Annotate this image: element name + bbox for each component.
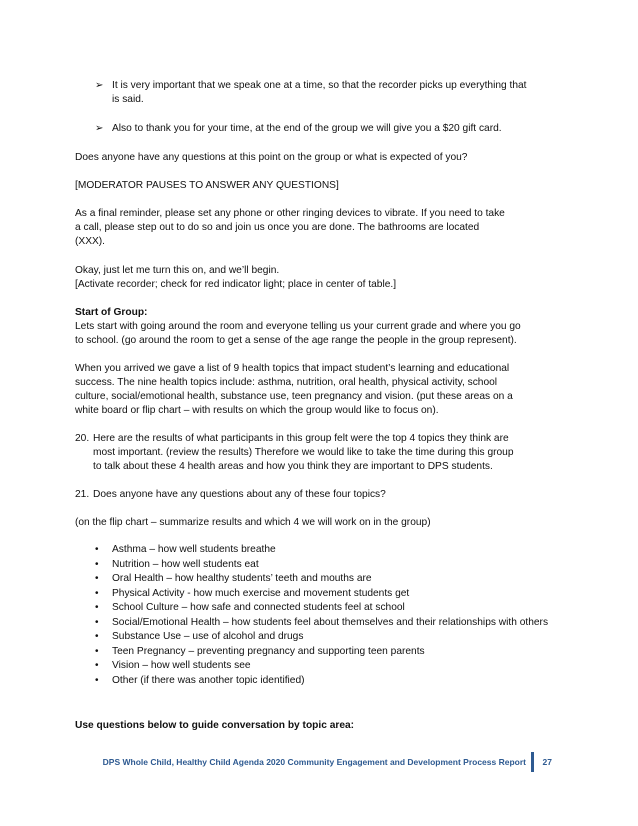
text-line: It is very important that we speak one at a time, so that the recorder picks up everything that (112, 80, 527, 91)
list-item: • Social/Emotional Health – how students feel about themselves and their relationships with others (95, 616, 555, 631)
footer-title: DPS Whole Child, Healthy Child Agenda 2020 Community Engagement and Development Process Report (102, 757, 526, 767)
list-item: • Vision – how well students see (95, 659, 555, 674)
paragraph-moderator: [MODERATOR PAUSES TO ANSWER ANY QUESTIONS] (75, 180, 339, 191)
bullet-dot-icon: • (95, 616, 99, 628)
bullet-dot-icon: • (95, 573, 99, 584)
list-item: • School Culture – how safe and connected students feel at school (95, 601, 555, 616)
item-number: 21. (75, 489, 90, 500)
text-line: is said. (112, 94, 144, 105)
list-item: • Physical Activity - how much exercise and movement students get (95, 587, 555, 602)
bullet-dot-icon: • (95, 587, 99, 599)
arrow-bullet-icon: ➢ (95, 123, 104, 134)
footer-divider (531, 752, 534, 772)
page-number: 27 (542, 757, 552, 767)
bullet-dot-icon: • (95, 602, 99, 613)
text-line: Also to thank you for your time, at the end of the group we will give you a $20 gift card. (112, 123, 502, 134)
list-item: • Other (if there was another topic identified) (95, 674, 555, 689)
arrow-bullet-icon: ➢ (95, 80, 104, 91)
paragraph-arrived: When you arrived we gave a list of 9 health topics that impact student’s learning and educational success. The nine health topics include: asthma, nutrition, oral health, physical activity, school culture, social/emotional health, substance use, teen pregnancy and vision. (put these areas on a white board or flip chart – with results on which the group would like to focus on). (75, 363, 513, 416)
list-item: • Asthma – how well students breathe (95, 543, 555, 558)
bullet-dot-icon: • (95, 674, 99, 686)
bullet-dot-icon: • (95, 660, 99, 671)
paragraph-reminder: As a final reminder, please set any phone or other ringing devices to vibrate. If you need to take a call, please step out to do so and join us once you are done. The bathrooms are located (XXX). (75, 208, 505, 247)
bullet-dot-icon: • (95, 558, 99, 570)
page-footer (90, 752, 552, 772)
bullet-dot-icon: • (95, 645, 99, 657)
list-item: • Teen Pregnancy – preventing pregnancy and supporting teen parents (95, 645, 555, 660)
section-heading: Start of Group: (75, 307, 148, 318)
list-item: • Nutrition – how well students eat (95, 558, 555, 573)
bullet-dot-icon: • (95, 544, 99, 555)
document-page: ➢ It is very important that we speak one at a time, so that the recorder picks up everything that is said. ➢ Also to thank you for your time, at the end of the group we will give you a $20 gift card. Does anyone have any questions at this point on the group or what is expected of you? [MODERATOR PAUSES TO ANSWER ANY QUESTIONS] As a final reminder, please set any phone or other ringing devices to vibrate. If you need to take a call, please step out to do so and join us once you are done. The bathrooms are located (XXX). Okay, just let me turn this on, and we’ll begin. [Activate recorder; check for red indicator light; place in center of table.] Start of Group: Lets start with going around the room and everyone telling us your current grade and where you go to school. (go around the room to get a sense of the age range the people in the group represent). When you arrived we gave a list of 9 health topics that impact student’s learning and educational success. The nine health topics include: asthma, nutrition, oral health, physical activity, school culture, social/emotional health, substance use, teen pregnancy and vision. (put these areas on a white board or flip chart – with results on which the group would like to focus on). 20. Here are the results of what participants in this group felt were the top 4 topics they think are most important. (review the results) Therefore we would like to take the time during this group to talk about these 4 health areas and how you think they are important to DPS students. 21. Does anyone have any questions about any of these four topics? (on the flip chart – summarize results and which 4 we will work on in the group) • Asthma – how well students breathe • Nutrition – how well students eat • Oral Health – how healthy students’ teeth and mouths are • Physical Activity - how much exercise and movement students get • School Culture – how safe and connected students feel at school • Social/Emotional Health – how students feel about themselves and their relationships with others • Substance Use – use of alcohol and drugs • Teen Pregnancy – preventing pregnancy and supporting teen parents • Vision – how well students see • Other (if there was another topic identified) Use questions below to guide conversation by topic area: DPS Whole Child, Healthy Child Agenda 2020 Community Engagement and Development Process Report 27 (0, 0, 638, 826)
list-item: • Substance Use – use of alcohol and drugs (95, 630, 555, 645)
health-topics-list (95, 543, 555, 688)
paragraph-flip-chart: (on the flip chart – summarize results and which 4 we will work on in the group) (75, 517, 431, 528)
paragraph-questions: Does anyone have any questions at this point on the group or what is expected of you? (75, 152, 468, 163)
paragraph-okay: Okay, just let me turn this on, and we’ll begin. [Activate recorder; check for red indicator light; place in center of table.] (75, 265, 397, 290)
item-number: 20. (75, 433, 90, 444)
section-start-of-group: Start of Group: Lets start with going around the room and everyone telling us your current grade and where you go to school. (go around the room to get a sense of the age range the people in the group represent). (75, 306, 565, 348)
section-guide-heading: Use questions below to guide conversation by topic area: (75, 720, 355, 731)
list-item: • Oral Health – how healthy students’ teeth and mouths are (95, 572, 555, 587)
bullet-dot-icon: • (95, 631, 99, 642)
